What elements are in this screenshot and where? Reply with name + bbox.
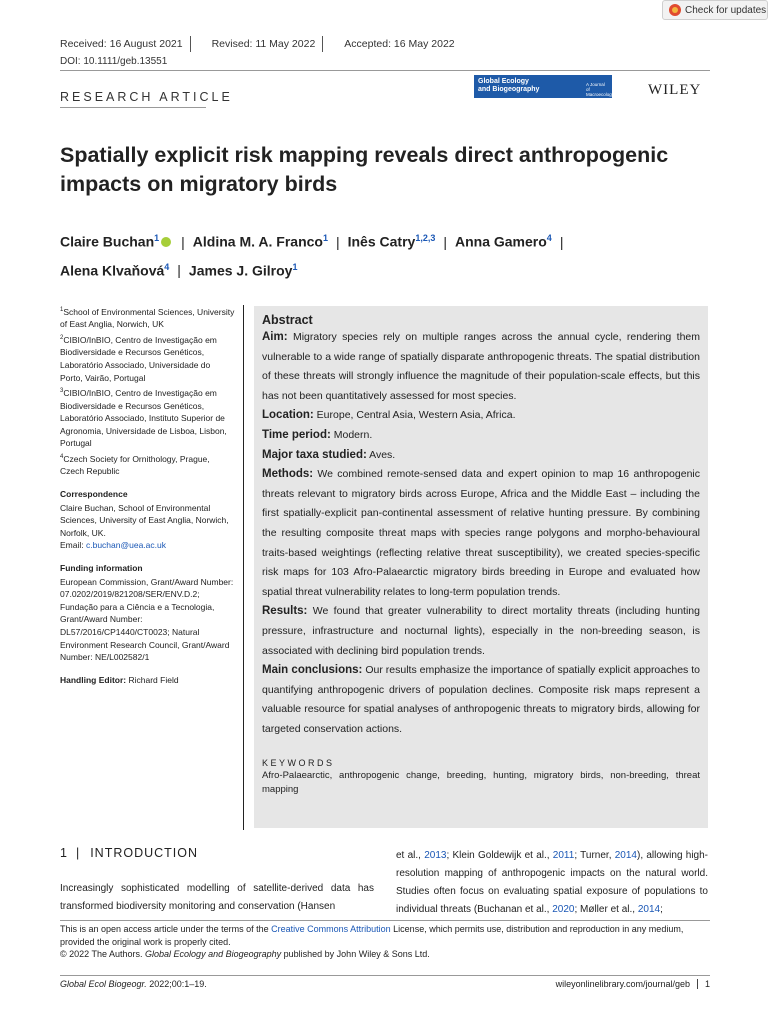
intro-text-right: et al., 2013; Klein Goldewijk et al., 2011; Turner, 2014), allowing high-resolution mapping of anthropogenic impacts on the natural world. Studies often focus on evaluating spatial exposure of populations to individual threats (Buchanan et al., 2020; Møller et al., 2014; — [396, 850, 708, 915]
journal-url-link[interactable]: wileyonlinelibrary.com/journal/geb — [555, 979, 690, 989]
affiliations-sidebar — [60, 304, 235, 687]
journal-subtitle: A Journal of Macroecology — [586, 82, 615, 97]
accepted-date: Accepted: 16 May 2022 — [344, 38, 455, 50]
license-footnote — [60, 923, 710, 961]
article-title: Spatially explicit risk mapping reveals direct anthropogenic impacts on migratory birds — [60, 143, 669, 196]
abstract-aim: Aim: Migratory species rely on multiple ranges across the annual cycle, rendering them vulnerable to a wide range of spatially disparate anthropogenic threats. The spatial distribution of these threats will strongly influence the magnitude of their population-scale effects, but this has not been quantitatively assessed for most species. — [262, 331, 700, 402]
orcid-icon[interactable] — [161, 237, 171, 247]
crossmark-icon — [669, 4, 681, 16]
footnote-divider — [60, 920, 710, 921]
keywords-text: Afro-Palaearctic, anthropogenic change, breeding, hunting, migratory birds, non-breeding, threat mapping — [262, 770, 700, 796]
author-affiliation-ref: 1,2,3 — [415, 233, 436, 243]
journal-logo — [474, 75, 615, 98]
funding-text: European Commission, Grant/Award Number: 07.0202/2019/821208/SER/ENV.D.2; Fundação para a Ciência e a Tecnologia, Grant/Award Number: DL57/2016/CP1440/CT0023; Natural Environment Research Council, Grant/Award Number: NE/L002582/1 — [60, 576, 234, 663]
author-affiliation-ref: 4 — [164, 261, 170, 272]
author-name[interactable]: Anna Gamero — [454, 233, 547, 250]
author-affiliation-ref: 4 — [546, 233, 552, 243]
page-footer-right — [520, 979, 710, 989]
abstract-taxa: Major taxa studied: Aves. — [262, 448, 396, 461]
citation-link[interactable]: 2011 — [552, 850, 575, 861]
author-name[interactable]: Claire Buchan — [60, 233, 155, 250]
intro-text-left: Increasingly sophisticated modelling of satellite-derived data has transformed biodiversity monitoring and conservation (Hansen — [60, 883, 374, 912]
abstract-results: Results: We found that greater vulnerability to direct mortality threats (including hunting pressure, infrastructure and nocturnal lights), especially in the non-breeding season, is associated with declining bird population trends. — [262, 605, 700, 657]
abstract-time-period: Time period: Modern. — [262, 428, 373, 441]
author-affiliation-ref: 1 — [322, 233, 328, 243]
check-for-updates-button[interactable] — [662, 0, 768, 20]
handling-editor: Handling Editor: Richard Field — [60, 674, 179, 685]
affiliation: $^3$CIBIO/InBIO, Centro de Investigação em Biodiversidade e Recursos Genéticos, Laboratório Associado, Instituto Superior de Agronomia, Universidade de Lisboa, Lisbon, Portugal — [60, 388, 227, 449]
divider — [322, 36, 337, 52]
author-name[interactable]: Alena Klvaňová — [60, 262, 165, 279]
correspondence-email-link[interactable]: c.buchan@uea.ac.uk — [85, 540, 166, 551]
journal-name-line2: and Biogeography — [478, 86, 540, 93]
abstract-location: Location: Europe, Central Asia, Western Asia, Africa. — [262, 409, 516, 422]
citation-link[interactable]: 2014 — [637, 904, 661, 915]
article-type-underline — [60, 107, 206, 108]
publication-dates — [60, 38, 462, 52]
received-date: Received: 16 August 2021 — [60, 38, 183, 50]
divider — [190, 36, 205, 52]
header-divider — [60, 70, 710, 71]
affiliation: $^1$School of Environmental Sciences, University of East Anglia, Norwich, UK — [60, 306, 235, 330]
author-name[interactable]: Aldina M. A. Franco — [192, 233, 323, 250]
open-access-note: This is an open access article under the terms of the Creative Commons Attribution License, which permits use, distribution and reproduction in any medium, provided the original work is properly cited. — [60, 924, 684, 947]
abstract-conclusions: Main conclusions: Our results emphasize the importance of spatially explicit approaches to quantifying anthropogenic drivers of population declines. Composite risk maps represent a valuable resource for spatial analyses of anthropogenic threats to migratory birds, allowing for targeted conservation actions. — [262, 664, 700, 735]
license-link[interactable]: Creative Commons Attribution — [271, 924, 391, 934]
page-footer-divider — [60, 975, 710, 976]
citation-info: Global Ecol Biogeogr. 2022;00:1–19. — [60, 979, 207, 989]
revised-date: Revised: 11 May 2022 — [211, 38, 316, 50]
author-name[interactable]: Inês Catry — [347, 233, 416, 250]
citation-link[interactable]: 2020 — [552, 904, 575, 915]
funding-heading: Funding information — [60, 563, 143, 573]
doi: DOI: 10.1111/geb.13551 — [60, 56, 168, 67]
citation-link[interactable]: 2014 — [614, 850, 637, 861]
keywords-heading: KEYWORDS — [262, 758, 335, 769]
affiliation: $^2$CIBIO/InBIO, Centro de Investigação em Biodiversidade e Recursos Genéticos, Laboratório Associado, Universidade do Porto, Vairão, Portugal — [60, 334, 217, 383]
check-for-updates-label: Check for updates — [685, 4, 767, 16]
correspondence-text: Claire Buchan, School of Environmental Sciences, University of East Anglia, Norwich, Norfolk, UK. Email: c.buchan@uea.ac.uk — [60, 502, 229, 551]
author-list: Claire Buchan$^1$ | Aldina M. A. Franco$^1$ | Inês Catry$^{1,2,3}$ | Anna Gamero$^4$ | Alena Klvaňová$^4$ | James J. Gilroy$^1$ — [60, 233, 564, 279]
copyright-note: © 2022 The Authors. Global Ecology and Biogeography published by John Wiley & Sons Ltd. — [60, 949, 430, 959]
sidebar-divider — [243, 305, 244, 830]
article-type: RESEARCH ARTICLE — [60, 90, 233, 104]
author-name[interactable]: James J. Gilroy — [188, 262, 293, 279]
citation-link[interactable]: 2013 — [424, 850, 447, 861]
correspondence-heading: Correspondence — [60, 489, 128, 500]
abstract-methods: Methods: We combined remote-sensed data and expert opinion to map 16 anthropogenic threats relevant to migratory birds across Europe, Africa and the Middle East – including the first spatially-explicit pan-continental assessment of relative hunting pressure. By combining the resulting composite threat maps with species range polygons and morpho-behavioural traits-based weightings (reflecting relative threat susceptibility), we created species-specific risk maps for 103 Afro-Palaearctic migratory birds breeding in Europe and evaluated how spatial threat vulnerability relates to long-term population trends. — [262, 468, 700, 598]
abstract-box — [254, 306, 708, 828]
section-heading-introduction: 1 | INTRODUCTION — [60, 846, 199, 860]
author-affiliation-ref: 1 — [292, 261, 298, 272]
abstract-heading: Abstract — [262, 313, 313, 327]
page-number: 1 — [697, 979, 710, 989]
publisher-logo: WILEY — [648, 82, 702, 98]
author-affiliation-ref: 1 — [154, 233, 160, 243]
affiliation: $^4$Czech Society for Ornithology, Prague, Czech Republic — [60, 453, 210, 477]
journal-name-line1: Global Ecology — [478, 78, 529, 85]
